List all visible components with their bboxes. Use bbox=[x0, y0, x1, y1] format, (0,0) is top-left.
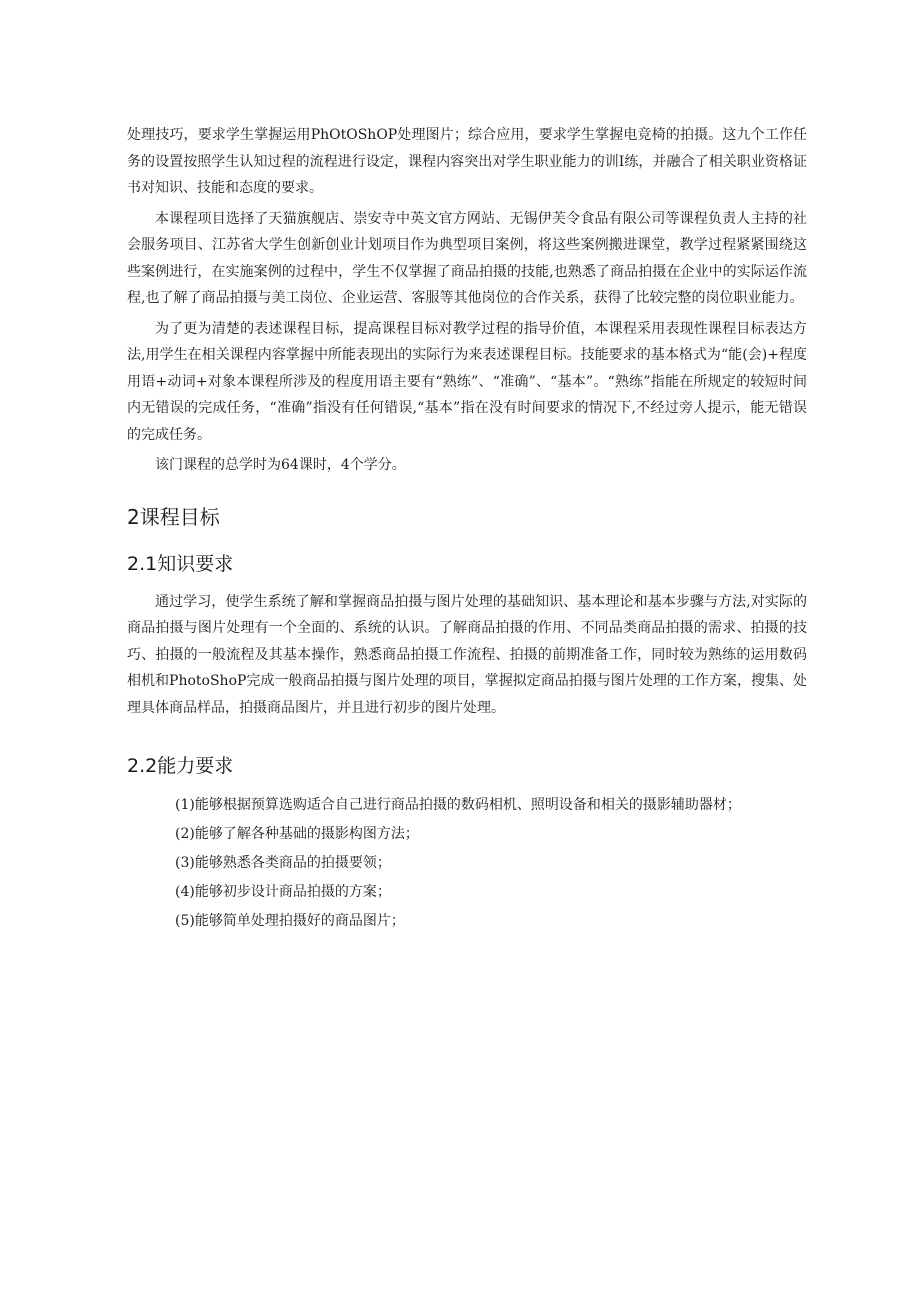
section-2-2-heading: 2.2能力要求 bbox=[127, 755, 234, 777]
goals-method-paragraph: 为了更为清楚的表述课程目标，提高课程目标对教学过程的指导价值，本课程采用表现性课程目标表达方法,用学生在相关课程内容掌握中所能表现出的实际行为来表述课程目标。技能要求的基本格式为“能(会)+程度用语+动词+对象本课程所涉及的程度用语主要有“熟练”、“准确”、“基本”。“熟练”指能在所规定的较短时间内无错误的完成任务，“准确”指没有任何错误,“基本”指在没有时间要求的情况下,不经过旁人提示，能无错误的完成任务。 bbox=[127, 320, 807, 443]
knowledge-paragraph: 通过学习，使学生系统了解和掌握商品拍摄与图片处理的基础知识、基本理论和基本步骤与方法,对实际的商品拍摄与图片处理有一个全面的、系统的认识。了解商品拍摄的作用、不同品类商品拍摄的需求、拍摄的技巧、拍摄的一般流程及其基本操作，熟悉商品拍摄工作流程、拍摄的前期准备工作，同时较为熟练的运用数码相机和PhotoShoP完成一般商品拍摄与图片处理的项目，掌握拟定商品拍摄与图片处理的工作方案，搜集、处理具体商品样品，拍摄商品图片，并且进行初步的图片处理。 bbox=[127, 593, 807, 716]
section-2-heading: 2课程目标 bbox=[127, 504, 220, 529]
list-item: (5)能够简单处理拍摄好的商品图片； bbox=[175, 913, 405, 929]
ability-list bbox=[127, 791, 807, 936]
hours-paragraph: 该门课程的总学时为64课时，4个学分。 bbox=[155, 457, 406, 473]
intro-continuation-paragraph: 处理技巧，要求学生掌握运用PhOtOShOP处理图片；综合应用，要求学生掌握电竞椅的拍摄。这九个工作任务的设置按照学生认知过程的流程进行设定，课程内容突出对学生职业能力的训Ⅰ练，并融合了相关职业资格证书对知识、技能和态度的要求。 bbox=[127, 127, 807, 196]
list-item: (3)能够熟悉各类商品的拍摄要领； bbox=[175, 855, 391, 871]
projects-paragraph: 本课程项目选择了天猫旗舰店、崇安寺中英文官方网站、无锡伊芙令食品有限公司等课程负责人主持的社会服务项目、江苏省大学生创新创业计划项目作为典型项目案例，将这些案例搬进课堂，教学过程紧紧围绕这些案例进行，在实施案例的过程中，学生不仅掌握了商品拍摄的技能,也熟悉了商品拍摄在企业中的实际运作流程,也了解了商品拍摄与美工岗位、企业运营、客服等其他岗位的合作关系，获得了比较完整的岗位职业能力。 bbox=[127, 210, 807, 306]
list-item: (1)能够根据预算选购适合自己进行商品拍摄的数码相机、照明设备和相关的摄影辅助器材； bbox=[175, 797, 741, 813]
section-2-1-heading: 2.1知识要求 bbox=[127, 552, 234, 575]
document-body bbox=[127, 122, 807, 936]
list-item: (2)能够了解各种基础的摄影构图方法； bbox=[175, 826, 419, 842]
list-item: (4)能够初步设计商品拍摄的方案； bbox=[175, 884, 391, 900]
